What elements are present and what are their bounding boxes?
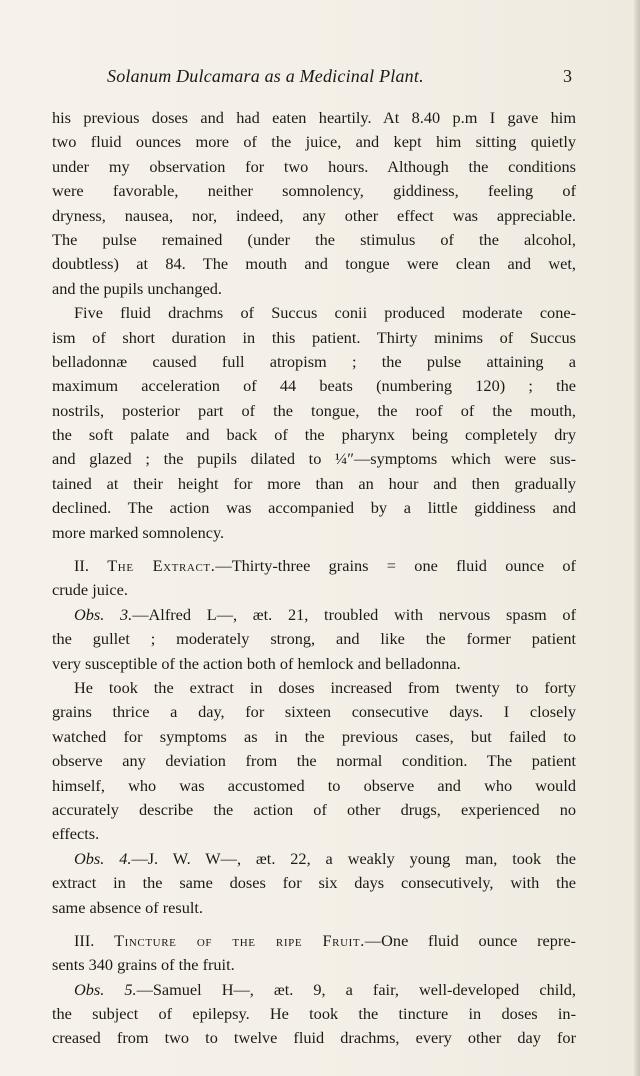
text-line: dryness, nausea, nor, indeed, any other effect was appreciable. (52, 205, 576, 225)
running-head: Solanum Dulcamara as a Medicinal Plant. (107, 66, 424, 86)
text-line: sents 340 grains of the fruit. (52, 955, 235, 975)
paragraph-conium-belladonna (52, 301, 576, 545)
page-header (52, 62, 572, 92)
text-line: effects. (52, 824, 100, 844)
paragraph-continuation (52, 106, 576, 301)
text-line: Five fluid drachms of Succus conii produced moderate cone- (74, 303, 576, 323)
text-line: his previous doses and had eaten heartily. At 8.40 p.m I gave him (52, 108, 576, 127)
text-line: nostrils, posterior part of the tongue, the roof of the mouth, (52, 400, 576, 420)
text-line: the subject of epilepsy. He took the tincture in doses in- (52, 1004, 576, 1024)
observation-label: Obs. 4. (74, 848, 132, 868)
text-line: and glazed ; the pupils dilated to ¼″—symptoms which were sus- (52, 449, 576, 469)
observation-4 (52, 847, 576, 920)
text-line: maximum acceleration of 44 beats (numbering 120) ; the (52, 376, 576, 396)
observation-3 (52, 603, 576, 676)
text-line: extract in the same doses for six days consecutively, with the (52, 873, 576, 893)
section-title: Tincture of the ripe Fruit. (114, 930, 365, 950)
text-line: accurately describe the action of other drugs, experienced no (52, 799, 576, 819)
text-line: declined. The action was accompanied by a little giddiness and (52, 498, 576, 518)
text-line: and the pupils unchanged. (52, 278, 223, 298)
observation-label: Obs. 5. (74, 979, 137, 999)
section-extract (52, 554, 576, 603)
section-gap (52, 920, 576, 929)
text-line: watched for symptoms as in the previous cases, but failed to (52, 726, 576, 746)
text-line: The pulse remained (under the stimulus of the alcohol, (52, 229, 576, 249)
text-line: doubtless) at 84. The mouth and tongue were clean and wet, (52, 254, 576, 274)
text-line: belladonnæ caused full atropism ; the pulse attaining a (52, 351, 576, 371)
text-line: grains thrice a day, for sixteen consecutive days. I closely (52, 702, 576, 722)
section-numeral: II. (74, 556, 89, 576)
section-tincture (52, 929, 576, 978)
section-numeral: III. (74, 930, 95, 950)
text-line: creased from two to twelve fluid drachms, every other day for (52, 1028, 576, 1048)
section-text: —One fluid ounce repre- (364, 930, 576, 950)
section-heading-line (52, 929, 576, 953)
text-line: were favorable, neither somnolency, giddiness, feeling of (52, 181, 576, 201)
text-line: more marked somnolency. (52, 522, 225, 542)
observation-text: —Samuel H—, æt. 9, a fair, well-developed child, (136, 979, 576, 999)
section-gap (52, 545, 576, 554)
text-line: crude juice. (52, 580, 128, 600)
text-line: tained at their height for more than an hour and then gradually (52, 473, 576, 493)
text-line: observe any deviation from the normal condition. The patient (52, 751, 576, 771)
section-heading-line (52, 554, 576, 578)
section-text: —Thirty-three grains = one fluid ounce of (215, 556, 576, 576)
observation-3-continued (52, 676, 576, 847)
text-line: under my observation for two hours. Although the conditions (52, 156, 576, 176)
section-title: The Extract. (107, 556, 216, 576)
observation-label: Obs. 3. (74, 604, 133, 624)
observation-first-line (52, 978, 576, 1002)
text-line: very susceptible of the action both of hemlock and belladonna. (52, 653, 461, 673)
observation-first-line (52, 847, 576, 871)
text-line: two fluid ounces more of the juice, and kept him sitting quietly (52, 132, 576, 152)
text-line: He took the extract in doses increased from twenty to forty (74, 677, 576, 697)
page-edge (634, 0, 640, 1076)
text-line: the soft palate and back of the pharynx being completely dry (52, 425, 576, 445)
observation-first-line (52, 603, 576, 627)
text-line: same absence of result. (52, 897, 203, 917)
observation-text: —J. W. W—, æt. 22, a weakly young man, took the (131, 848, 576, 868)
observation-text: —Alfred L—, æt. 21, troubled with nervous spasm of (132, 604, 576, 624)
observation-5 (52, 978, 576, 1051)
text-line: ism of short duration in this patient. Thirty minims of Succus (52, 327, 576, 347)
text-line: the gullet ; moderately strong, and like the former patient (52, 629, 576, 649)
body-text (52, 106, 576, 1051)
text-line: himself, who was accustomed to observe and who would (52, 775, 576, 795)
page-number: 3 (563, 66, 572, 86)
